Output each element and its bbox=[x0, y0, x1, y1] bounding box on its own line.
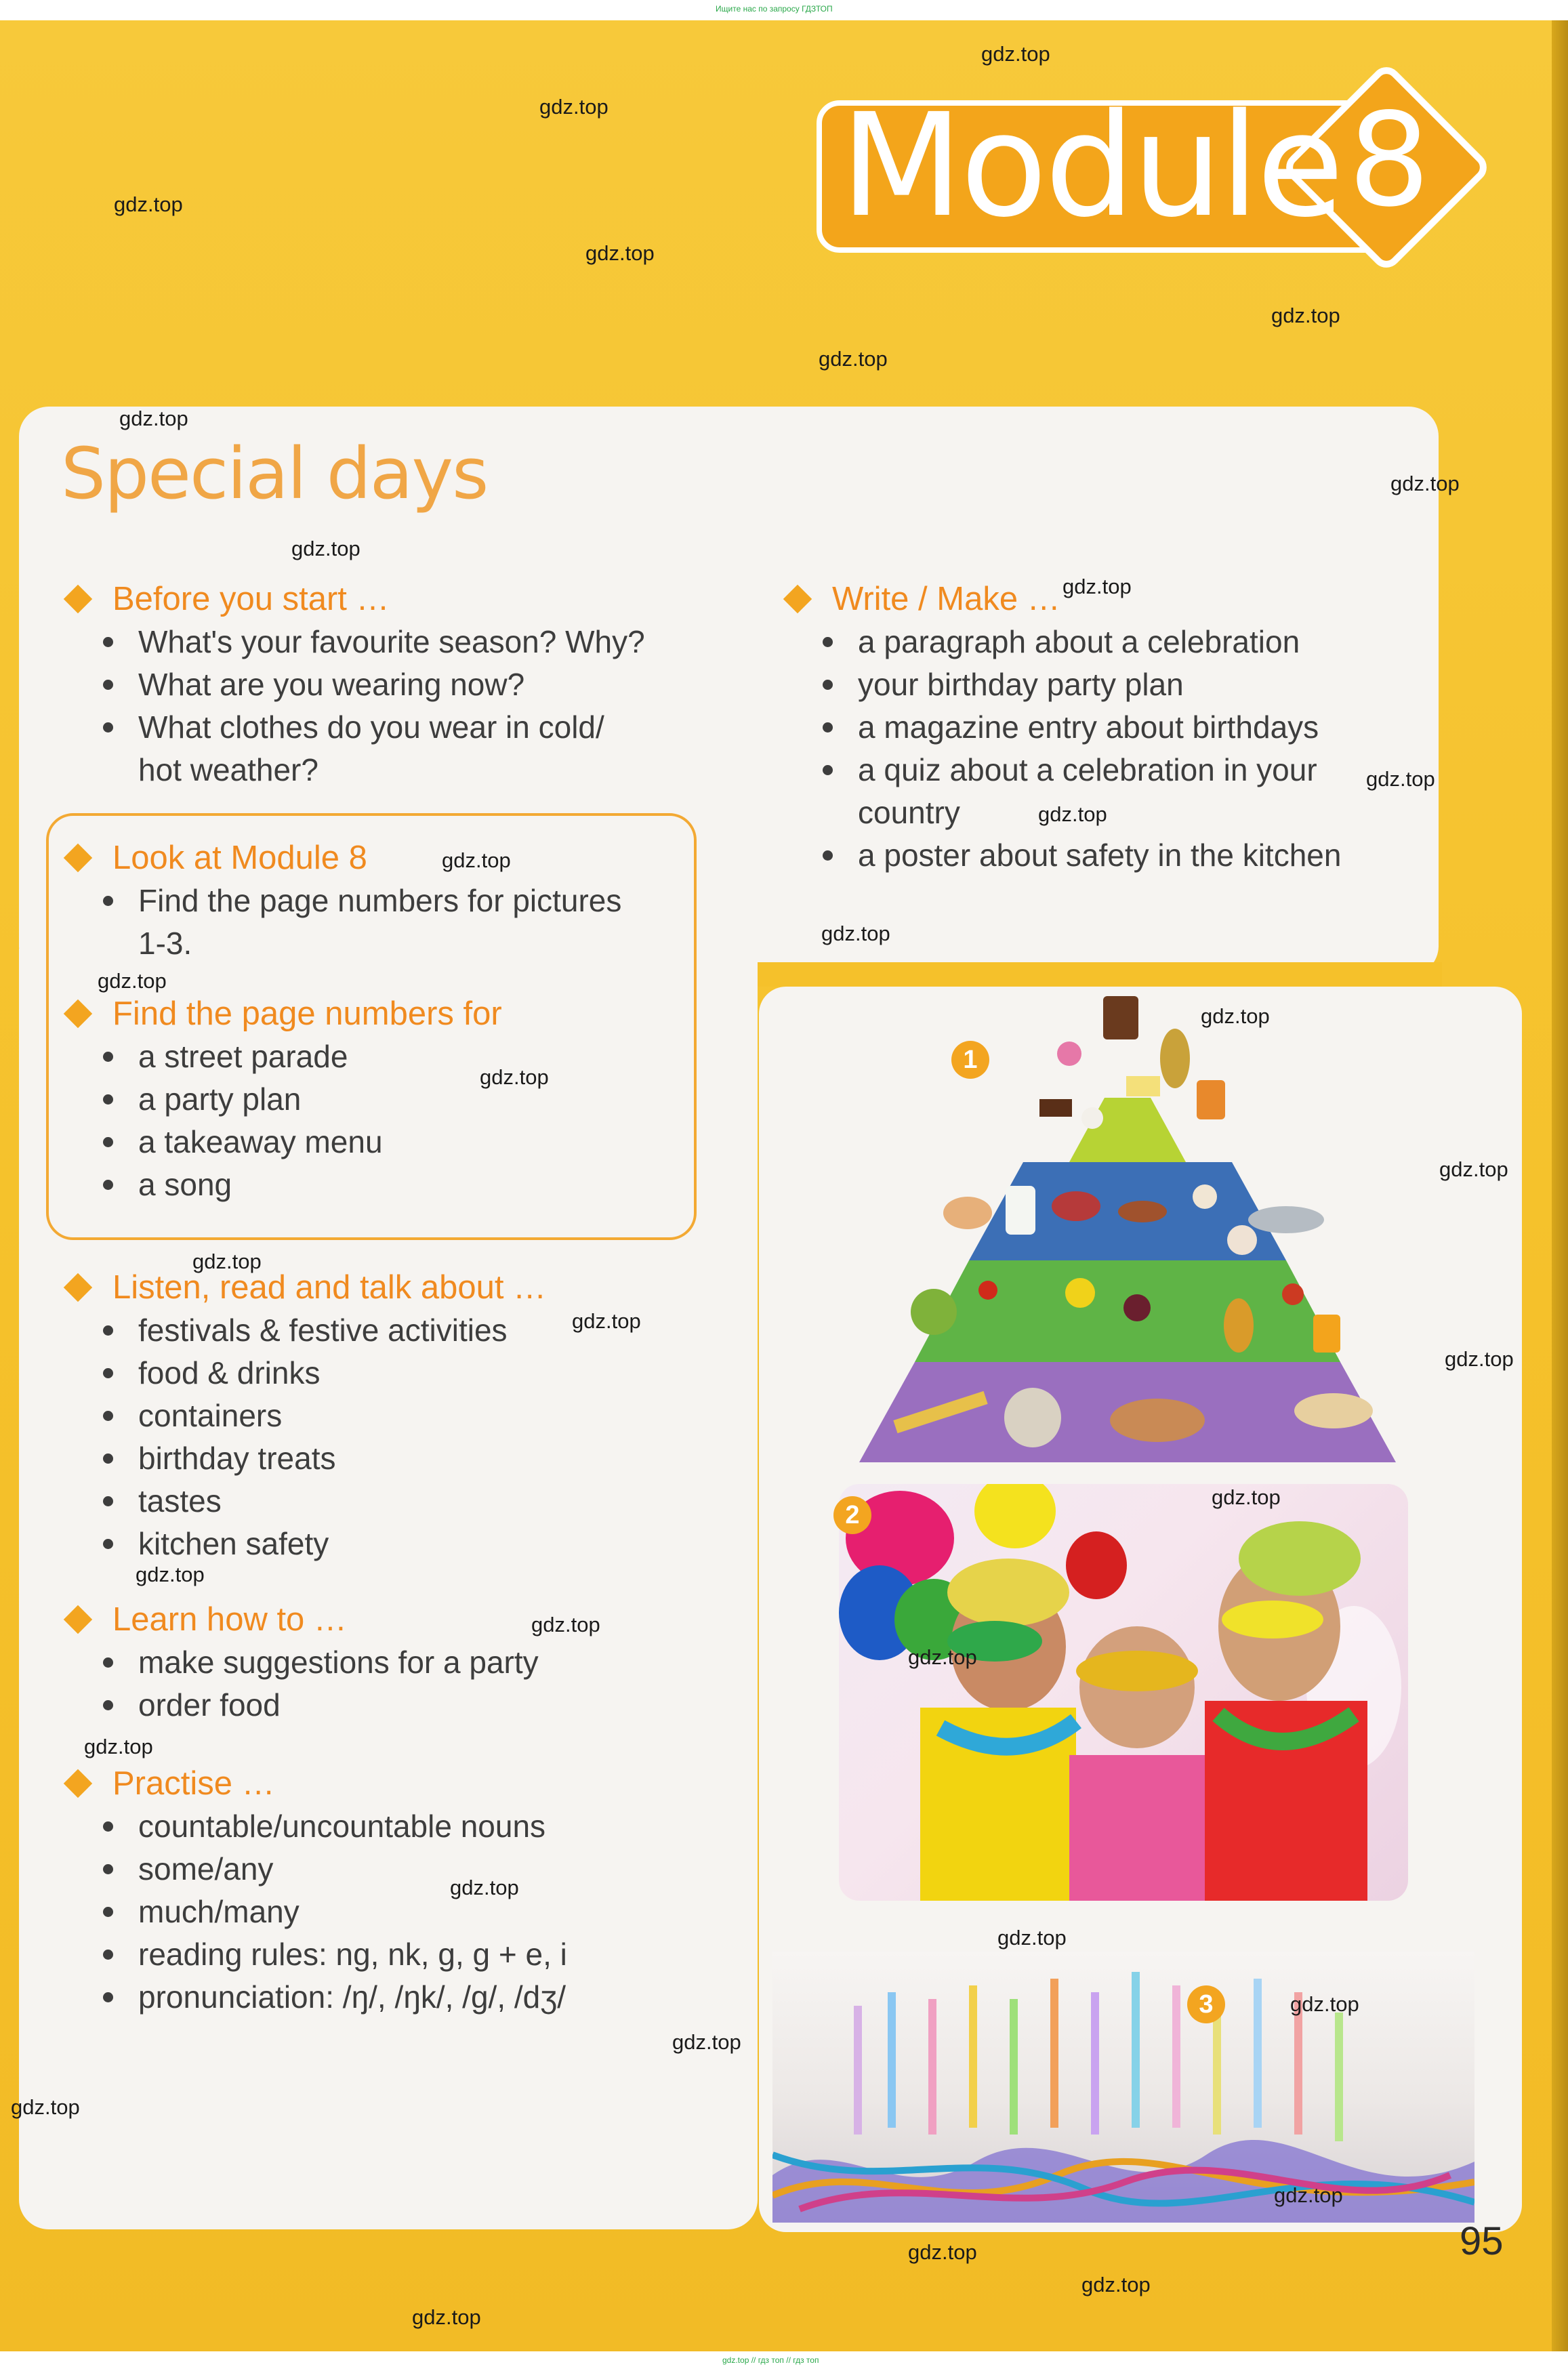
watermark: gdz.top bbox=[114, 192, 183, 216]
item-list bbox=[138, 1805, 567, 2019]
module-number: 8 bbox=[1348, 85, 1430, 235]
watermark: gdz.top bbox=[908, 1645, 977, 1669]
item-list bbox=[858, 621, 1341, 877]
watermark: gdz.top bbox=[291, 537, 360, 560]
bottom-link[interactable]: gdz.top // гдз топ // гдз топ bbox=[722, 2355, 819, 2365]
section-find-page-numbers bbox=[62, 992, 502, 1206]
watermark: gdz.top bbox=[1439, 1157, 1508, 1181]
section-heading bbox=[62, 1598, 539, 1641]
watermark: gdz.top bbox=[1271, 304, 1340, 327]
list-item: What clothes do you wear in cold/ bbox=[138, 706, 645, 749]
list-item: What are you wearing now? bbox=[138, 663, 645, 706]
watermark: gdz.top bbox=[412, 2305, 481, 2329]
heading-text: Look at Module 8 bbox=[112, 840, 367, 876]
heading-text: Listen, read and talk about … bbox=[112, 1269, 547, 1306]
watermark: gdz.top bbox=[531, 1613, 600, 1636]
diamond-bullet-icon bbox=[783, 585, 812, 613]
diamond-bullet-icon bbox=[64, 999, 92, 1028]
list-item: food & drinks bbox=[138, 1352, 546, 1395]
section-heading bbox=[62, 836, 621, 880]
watermark: gdz.top bbox=[1212, 1485, 1281, 1509]
watermark: gdz.top bbox=[192, 1250, 262, 1273]
watermark: gdz.top bbox=[119, 407, 188, 430]
watermark: gdz.top bbox=[1062, 575, 1132, 598]
milk-bottle-icon bbox=[1006, 1186, 1035, 1235]
list-item: a song bbox=[138, 1163, 502, 1206]
section-learn-how-to bbox=[62, 1598, 539, 1727]
list-item-continued: 1-3. bbox=[138, 926, 192, 961]
party-hat-right-icon bbox=[1239, 1521, 1361, 1596]
grapes-icon bbox=[1123, 1294, 1151, 1321]
watermark: gdz.top bbox=[539, 95, 608, 119]
watermark: gdz.top bbox=[450, 1876, 519, 1899]
pyramid-top-tier bbox=[1069, 1098, 1186, 1162]
section-heading bbox=[62, 1762, 567, 1805]
item-list bbox=[138, 1309, 546, 1565]
heading-text: Practise … bbox=[112, 1765, 275, 1802]
watermark: gdz.top bbox=[11, 2095, 80, 2119]
butter-icon bbox=[1126, 1076, 1160, 1096]
list-item: festivals & festive activities bbox=[138, 1309, 546, 1352]
watermark: gdz.top bbox=[136, 1563, 205, 1586]
panel-title: Special days bbox=[61, 432, 488, 515]
item-list bbox=[138, 1035, 502, 1206]
cheese-icon bbox=[943, 1197, 992, 1229]
orange-juice-icon bbox=[1313, 1315, 1340, 1353]
watermark: gdz.top bbox=[1274, 2183, 1343, 2207]
watermark: gdz.top bbox=[98, 969, 167, 993]
party-scene-image bbox=[839, 1484, 1408, 1901]
watermark: gdz.top bbox=[572, 1309, 641, 1333]
section-before-you-start bbox=[62, 577, 645, 791]
party-photo bbox=[839, 1484, 1408, 1901]
chocolate-bar-icon bbox=[1039, 1099, 1072, 1117]
pepper-icon bbox=[1065, 1278, 1095, 1308]
chocolate-cake-icon bbox=[1103, 996, 1138, 1039]
chicken-icon bbox=[1227, 1225, 1257, 1255]
watermark: gdz.top bbox=[1366, 767, 1435, 791]
item-list bbox=[138, 621, 645, 791]
diamond-bullet-icon bbox=[64, 1769, 92, 1798]
cereal-bowl-icon bbox=[1294, 1393, 1373, 1428]
watermark: gdz.top bbox=[819, 347, 888, 371]
juice-jar-icon bbox=[1197, 1080, 1225, 1119]
watermark: gdz.top bbox=[1038, 802, 1107, 826]
birthday-candles-photo bbox=[772, 1952, 1474, 2223]
list-item: What's your favourite season? Why? bbox=[138, 621, 645, 663]
heading-text: Before you start … bbox=[112, 581, 390, 617]
oil-bottle-icon bbox=[1160, 1029, 1190, 1088]
list-item: Find the page numbers for pictures bbox=[138, 880, 621, 922]
page-edge bbox=[1552, 0, 1568, 2371]
list-item: your birthday party plan bbox=[858, 663, 1341, 706]
watermark: gdz.top bbox=[1290, 1992, 1359, 2016]
watermark: gdz.top bbox=[1390, 472, 1460, 495]
eggs-icon bbox=[1193, 1184, 1217, 1209]
picture-number-badge: 1 bbox=[951, 1041, 989, 1079]
sugar-cubes-icon bbox=[1081, 1107, 1103, 1129]
list-item: a takeaway menu bbox=[138, 1121, 502, 1163]
watermark: gdz.top bbox=[981, 42, 1050, 66]
diamond-bullet-icon bbox=[64, 844, 92, 872]
diamond-bullet-icon bbox=[64, 1273, 92, 1302]
top-search-link[interactable]: Ищите нас по запросу ГДЗТОП bbox=[716, 4, 833, 14]
list-item: birthday treats bbox=[138, 1437, 546, 1480]
heading-text: Learn how to … bbox=[112, 1601, 347, 1638]
section-write-make bbox=[782, 577, 1341, 877]
mask-gold-icon bbox=[1076, 1651, 1198, 1691]
fish-icon bbox=[1248, 1206, 1324, 1233]
watermark: gdz.top bbox=[480, 1065, 549, 1089]
candles-scene-image bbox=[772, 1952, 1474, 2223]
panel-gap bbox=[758, 962, 1442, 987]
strawberry-icon bbox=[1282, 1283, 1304, 1305]
list-item: pronunciation: /ŋ/, /ŋk/, /g/, /dʒ/ bbox=[138, 1976, 567, 2019]
watermark: gdz.top bbox=[672, 2030, 741, 2054]
section-heading bbox=[62, 1266, 546, 1309]
watermark: gdz.top bbox=[585, 241, 655, 265]
tomato-icon bbox=[978, 1281, 997, 1300]
watermark: gdz.top bbox=[908, 2240, 977, 2264]
sausage-icon bbox=[1118, 1201, 1167, 1222]
food-pyramid-image bbox=[771, 989, 1489, 1477]
pineapple-icon bbox=[1224, 1298, 1254, 1353]
section-heading bbox=[782, 577, 1341, 621]
candles-group bbox=[854, 1972, 1343, 2141]
list-item: a poster about safety in the kitchen bbox=[858, 834, 1341, 877]
list-item: much/many bbox=[138, 1891, 567, 1933]
watermark: gdz.top bbox=[1081, 2273, 1151, 2296]
list-item: a street parade bbox=[138, 1035, 502, 1078]
section-look-at-module bbox=[62, 836, 621, 965]
balloon-red-icon bbox=[1066, 1531, 1127, 1599]
list-item: tastes bbox=[138, 1480, 546, 1523]
watermark: gdz.top bbox=[84, 1735, 153, 1758]
flour-sack-icon bbox=[1004, 1388, 1061, 1447]
child-shirt-pink bbox=[1069, 1755, 1205, 1901]
item-list bbox=[138, 880, 621, 965]
list-item: make suggestions for a party bbox=[138, 1641, 539, 1684]
party-hat-left-icon bbox=[947, 1559, 1069, 1626]
list-item: countable/uncountable nouns bbox=[138, 1805, 567, 1848]
list-item: a quiz about a celebration in your bbox=[858, 749, 1341, 791]
section-listen-read-talk bbox=[62, 1266, 546, 1565]
watermark: gdz.top bbox=[1201, 1004, 1270, 1028]
module-title: Module bbox=[840, 83, 1342, 249]
list-item: a magazine entry about birthdays bbox=[858, 706, 1341, 749]
section-heading bbox=[62, 992, 502, 1035]
list-item: reading rules: ng, nk, g, g + e, i bbox=[138, 1933, 567, 1976]
diamond-bullet-icon bbox=[64, 585, 92, 613]
balloon-yellow-icon bbox=[974, 1484, 1056, 1548]
mask-yellow-icon bbox=[1222, 1601, 1323, 1638]
watermark: gdz.top bbox=[1445, 1347, 1514, 1371]
list-item-continued: country bbox=[858, 795, 960, 830]
section-heading bbox=[62, 577, 645, 621]
list-item: a party plan bbox=[138, 1078, 502, 1121]
cabbage-icon bbox=[911, 1289, 957, 1335]
list-item: kitchen safety bbox=[138, 1523, 546, 1565]
list-item: some/any bbox=[138, 1848, 567, 1891]
heading-text: Write / Make … bbox=[832, 581, 1060, 617]
heading-text: Find the page numbers for bbox=[112, 995, 502, 1032]
page-number: 95 bbox=[1460, 2219, 1504, 2263]
watermark: gdz.top bbox=[997, 1926, 1067, 1950]
bread-icon bbox=[1110, 1399, 1205, 1442]
watermark: gdz.top bbox=[821, 922, 890, 945]
diamond-bullet-icon bbox=[64, 1605, 92, 1634]
list-item-continued: hot weather? bbox=[138, 752, 318, 787]
picture-number-badge: 3 bbox=[1187, 1985, 1225, 2023]
item-list bbox=[138, 1641, 539, 1727]
list-item: a paragraph about a celebration bbox=[858, 621, 1341, 663]
list-item: containers bbox=[138, 1395, 546, 1437]
ice-cream-icon bbox=[1057, 1042, 1081, 1066]
watermark: gdz.top bbox=[442, 848, 511, 872]
picture-number-badge: 2 bbox=[833, 1496, 871, 1534]
list-item: order food bbox=[138, 1684, 539, 1727]
meat-icon bbox=[1052, 1191, 1100, 1221]
